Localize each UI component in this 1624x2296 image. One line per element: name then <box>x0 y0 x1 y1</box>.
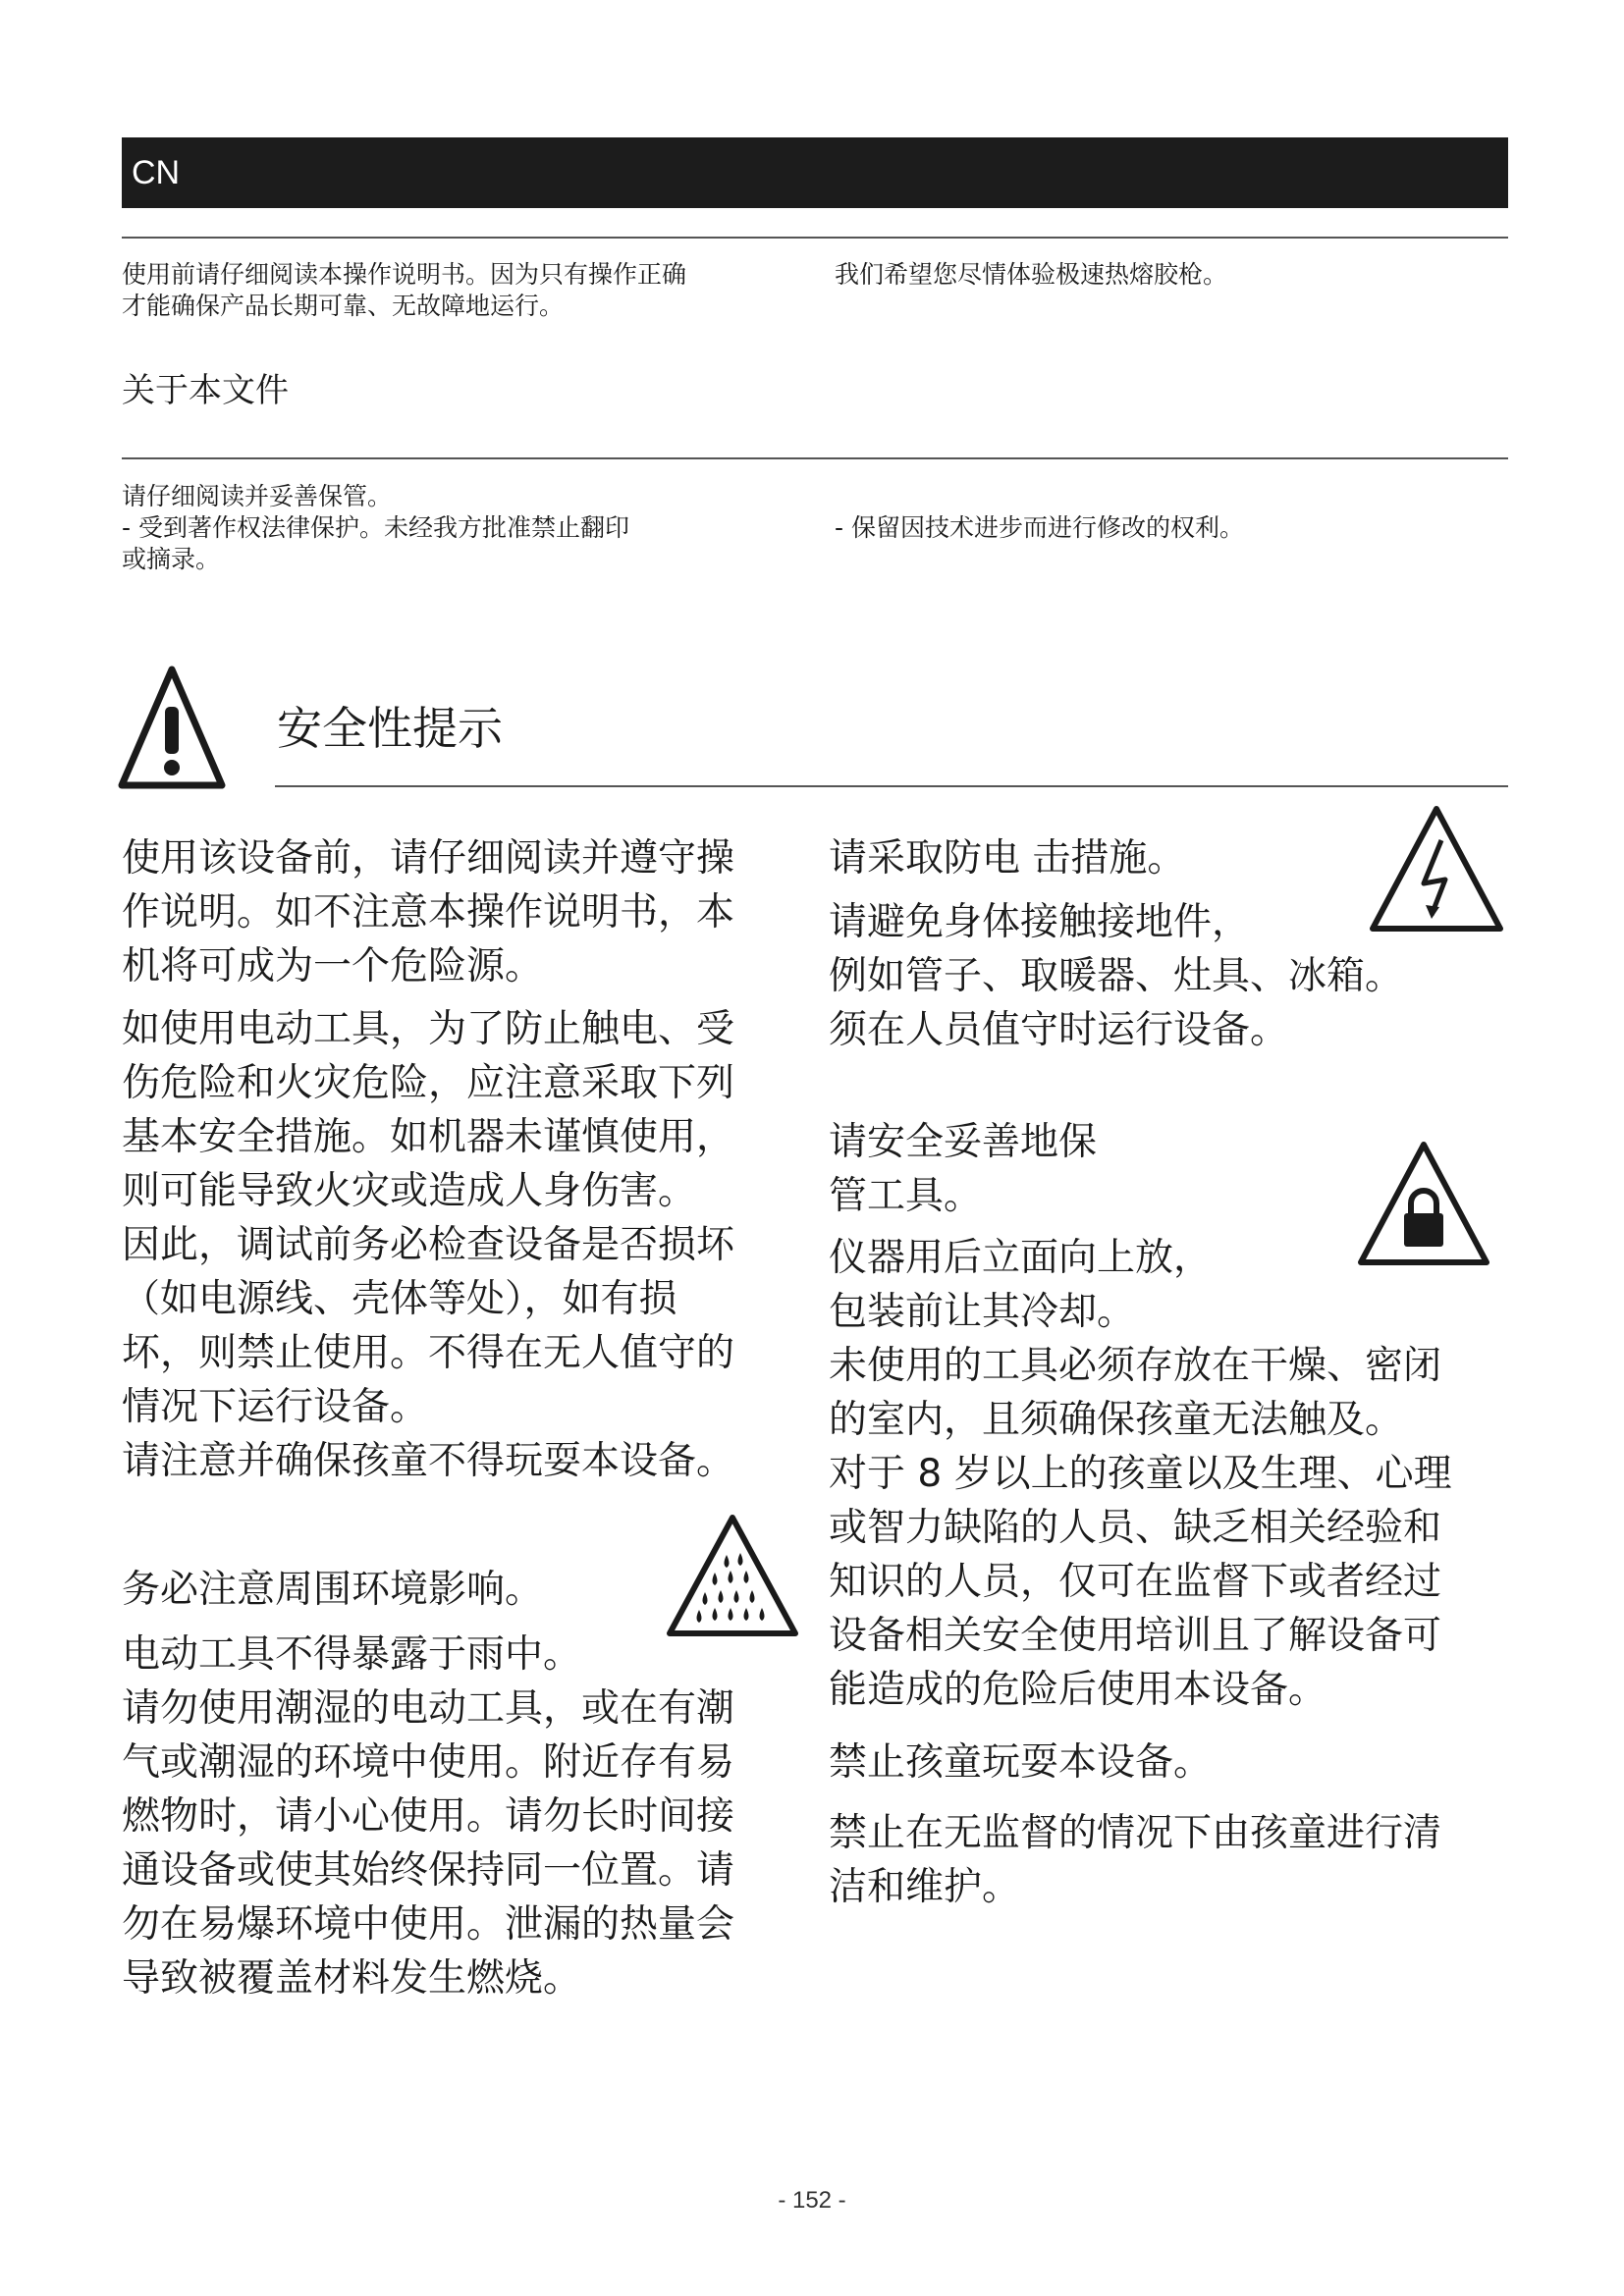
about-title: 关于本文件 <box>122 371 289 410</box>
safety-left-p2: 如使用电动工具，为了防止触电、受 伤危险和火灾危险，应注意采取下列 基本安全措施。如机器未谨慎使用， 则可能导致火灾或造成人身伤害。 因此，调试前务必检查设备是否损坏 （如电源线、壳体等处），如有损 坏，则禁止使用。不得在无人值守的 情况下运行设备。 请注意并确保孩童不得玩耍本设备。 <box>122 1007 735 1483</box>
safety-right-p5: 禁止孩童玩耍本设备。 <box>829 1740 1213 1785</box>
safety-title: 安全性提示 <box>277 702 503 755</box>
intro-right: 我们希望您尽情体验极速热熔胶枪。 <box>835 260 1228 289</box>
page-number: - 152 - <box>778 2187 846 2214</box>
safety-left-p1: 使用该设备前，请仔细阅读并遵守操 作说明。如不注意本操作说明书，本 机将可成为一个危险源。 <box>122 836 735 988</box>
about-right: - 保留因技术进步而进行修改的权利。 <box>835 513 1244 542</box>
intro-left: 使用前请仔细阅读本操作说明书。因为只有操作正确 才能确保产品长期可靠、无故障地运行。 <box>122 260 687 320</box>
rain-icon <box>664 1512 801 1639</box>
language-tab: CN <box>122 137 1508 208</box>
safety-right-p1: 请采取防电 击措施。 <box>829 836 1186 881</box>
divider-top <box>122 237 1508 239</box>
about-left: 请仔细阅读并妥善保管。 - 受到著作权法律保护。未经我方批准禁止翻印 或摘录。 <box>122 482 629 573</box>
safety-right-p6: 禁止在无监督的情况下由孩童进行清 洁和维护。 <box>829 1811 1442 1909</box>
divider-safety <box>275 785 1508 787</box>
divider-about <box>122 457 1508 459</box>
safety-right-p4: 仪器用后立面向上放， 包装前让其冷却。 未使用的工具必须存放在干燥、密闭 的室内，且须确保孩童无法触及。 对于 8 岁以上的孩童以及生理、心理 或智力缺陷的人员、缺乏相关经验和 知识的人员，仅可在监督下或者经过 设备相关安全使用培训且了解设备可 能造成的危险后使用本设备。 <box>829 1236 1452 1712</box>
safety-left-p4: 电动工具不得暴露于雨中。 请勿使用潮湿的电动工具，或在有潮 气或潮湿的环境中使用。附近存有易 燃物时，请小心使用。请勿长时间接 通设备或使其始终保持同一位置。请 勿在易爆环境中使用。泄漏的热量会 导致被覆盖材料发生燃烧。 <box>122 1632 735 2001</box>
safety-right-p2: 请避免身体接触接地件， 例如管子、取暖器、灶具、冰箱。 须在人员值守时运行设备。 <box>829 900 1404 1052</box>
warning-icon <box>118 664 226 791</box>
safety-left-p3: 务必注意周围环境影响。 <box>122 1568 544 1612</box>
safety-right-p3: 请安全妥善地保 管工具。 <box>829 1120 1098 1218</box>
